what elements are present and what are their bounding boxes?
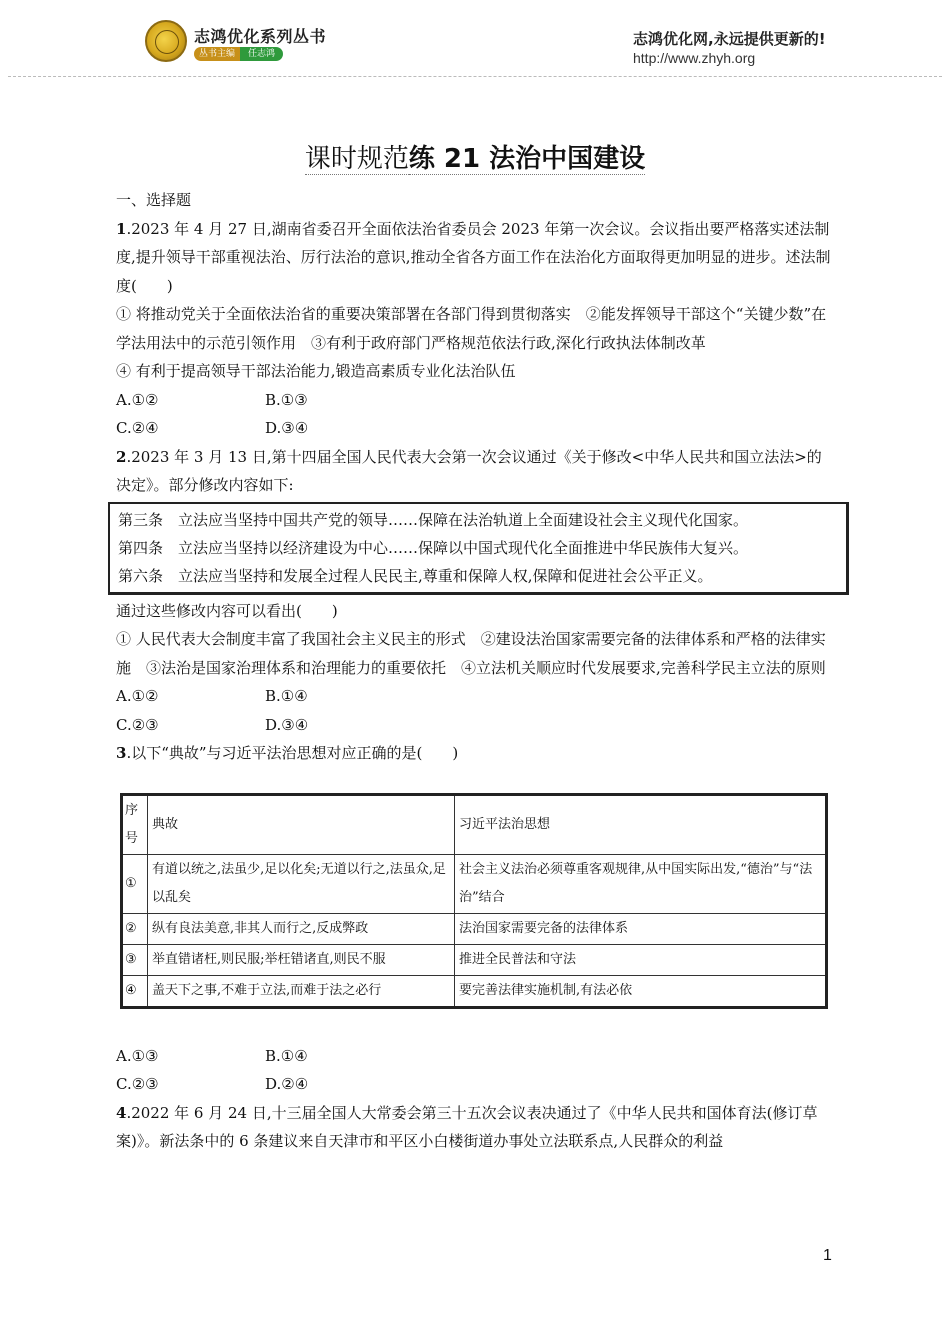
table-cell: ② <box>122 913 148 944</box>
table-cell: 要完善法律实施机制,有法必依 <box>455 975 827 1007</box>
table-cell: 有道以统之,法虽少,足以化矣;无道以行之,法虽众,足以乱矣 <box>148 854 455 913</box>
answer-choices-row <box>116 414 836 443</box>
question-text: .2023 年 3 月 13 日,第十四届全国人民代表大会第一次会议通过《关于修改<中华人民共和国立法法>的决定》。部分修改内容如下: <box>116 447 822 494</box>
table-cell: ③ <box>122 944 148 975</box>
page-header <box>0 0 950 82</box>
page-title <box>0 138 950 175</box>
choice-d[interactable]: D.③④ <box>265 715 309 734</box>
question-3-stem <box>116 739 836 768</box>
page-number: 1 <box>823 1247 832 1264</box>
table-row <box>122 975 827 1007</box>
answer-choices-row <box>116 1070 836 1099</box>
question-2-options: ① 人民代表大会制度丰富了我国社会主义民主的形式 ②建设法治国家需要完备的法律体系和严格的法律实施 ③法治是国家治理体系和治理能力的重要依托 ④立法机关顺应时代发展要求,完善科学民主立法的原则 <box>116 630 826 677</box>
publisher-logo <box>145 20 187 62</box>
question-1-stem <box>116 215 836 301</box>
choice-d[interactable]: D.③④ <box>265 419 309 437</box>
question-1-options-4: ④ 有利于提高领导干部法治能力,锻造高素质专业化法治队伍 <box>116 362 516 380</box>
question-2-prompt: 通过这些修改内容可以看出( ) <box>116 601 338 620</box>
table-cell: 盖天下之事,不难于立法,而难于法之必行 <box>148 975 455 1007</box>
choice-a[interactable]: A.①② <box>116 390 159 409</box>
table-cell: 推进全民普法和守法 <box>455 944 827 975</box>
title-part1: 课时规范 <box>304 144 409 174</box>
answer-choices-row <box>116 711 836 740</box>
section-heading: 一、选择题 <box>116 191 192 209</box>
law-article: 第三条 立法应当坚持中国共产党的领导……保障在法治轨道上全面建设社会主义现代化国家。 <box>118 510 749 529</box>
choice-b[interactable]: B.①④ <box>265 687 308 705</box>
choice-b[interactable]: B.①④ <box>265 1046 308 1065</box>
table-cell: ④ <box>122 975 148 1007</box>
question-number: 2 <box>116 447 127 466</box>
header-divider <box>8 76 942 77</box>
table-row <box>122 913 827 944</box>
editor-name: 任志鸿 <box>240 47 283 61</box>
law-article: 第六条 立法应当坚持和发展全过程人民民主,尊重和保障人权,保障和促进社会公平正义。 <box>118 566 713 585</box>
question-number: 3 <box>116 744 127 762</box>
table-header-row <box>122 794 827 854</box>
choice-c[interactable]: C.②③ <box>116 715 159 734</box>
table-header: 习近平法治思想 <box>455 794 827 854</box>
question-text: .以下“典故”与习近平法治思想对应正确的是( ) <box>126 744 459 762</box>
choice-b[interactable]: B.①③ <box>265 390 308 409</box>
law-articles-box <box>108 502 849 595</box>
question-number: 4 <box>116 1103 127 1122</box>
allusion-table <box>120 793 828 1009</box>
question-1-options: ① 将推动党关于全面依法治省的重要决策部署在各部门得到贯彻落实 ②能发挥领导干部这个“关键少数”在学法用法中的示范引领作用 ③有利于政府部门严格规范依法行政,深化行政执法体制改革 <box>116 305 827 352</box>
question-4-stem <box>116 1099 836 1156</box>
table-row <box>122 854 827 913</box>
header-slogan: 志鸿优化网,永远提供更新的! <box>633 30 826 48</box>
table-cell: 法治国家需要完备的法律体系 <box>455 913 827 944</box>
table-cell: ① <box>122 854 148 913</box>
editor-label: 丛书主编 <box>194 47 240 61</box>
question-2-stem <box>116 443 836 500</box>
editor-tag <box>194 47 283 61</box>
table-cell: 纵有良法美意,非其人而行之,反成弊政 <box>148 913 455 944</box>
choice-c[interactable]: C.②④ <box>116 419 159 437</box>
table-cell: 举直错诸枉,则民服;举枉错诸直,则民不服 <box>148 944 455 975</box>
answer-choices-row <box>116 1042 836 1071</box>
document-body <box>116 186 836 1156</box>
answer-choices-row <box>116 386 836 415</box>
law-article: 第四条 立法应当坚持以经济建设为中心……保障以中国式现代化全面推进中华民族伟大复兴。 <box>118 538 749 557</box>
title-part2: 练 21 法治中国建设 <box>408 144 646 174</box>
series-title: 志鸿优化系列丛书 <box>194 27 327 46</box>
question-number: 1 <box>116 219 127 238</box>
choice-a[interactable]: A.①③ <box>116 1046 159 1065</box>
answer-choices-row <box>116 682 836 711</box>
table-header: 序号 <box>122 794 148 854</box>
table-cell: 社会主义法治必须尊重客观规律,从中国实际出发,“德治”与“法治”结合 <box>455 854 827 913</box>
header-url[interactable]: http://www.zhyh.org <box>633 50 756 66</box>
table-header: 典故 <box>148 794 455 854</box>
choice-c[interactable]: C.②③ <box>116 1075 159 1093</box>
choice-d[interactable]: D.②④ <box>265 1075 309 1093</box>
table-row <box>122 944 827 975</box>
question-text: .2023 年 4 月 27 日,湖南省委召开全面依法治省委员会 2023 年第一次会议。会议指出要严格落实述法制度,提升领导干部重视法治、厉行法治的意识,推动全省各方面工作在法治化方面取得更加明显的进步。述法制度( ) <box>116 219 831 295</box>
question-text: .2022 年 6 月 24 日,十三届全国人大常委会第三十五次会议表决通过了《中华人民共和国体育法(修订草案)》。新法条中的 6 条建议来自天津市和平区小白楼街道办事处立法联系点,人民群众的利益 <box>116 1103 818 1150</box>
choice-a[interactable]: A.①② <box>116 687 159 705</box>
